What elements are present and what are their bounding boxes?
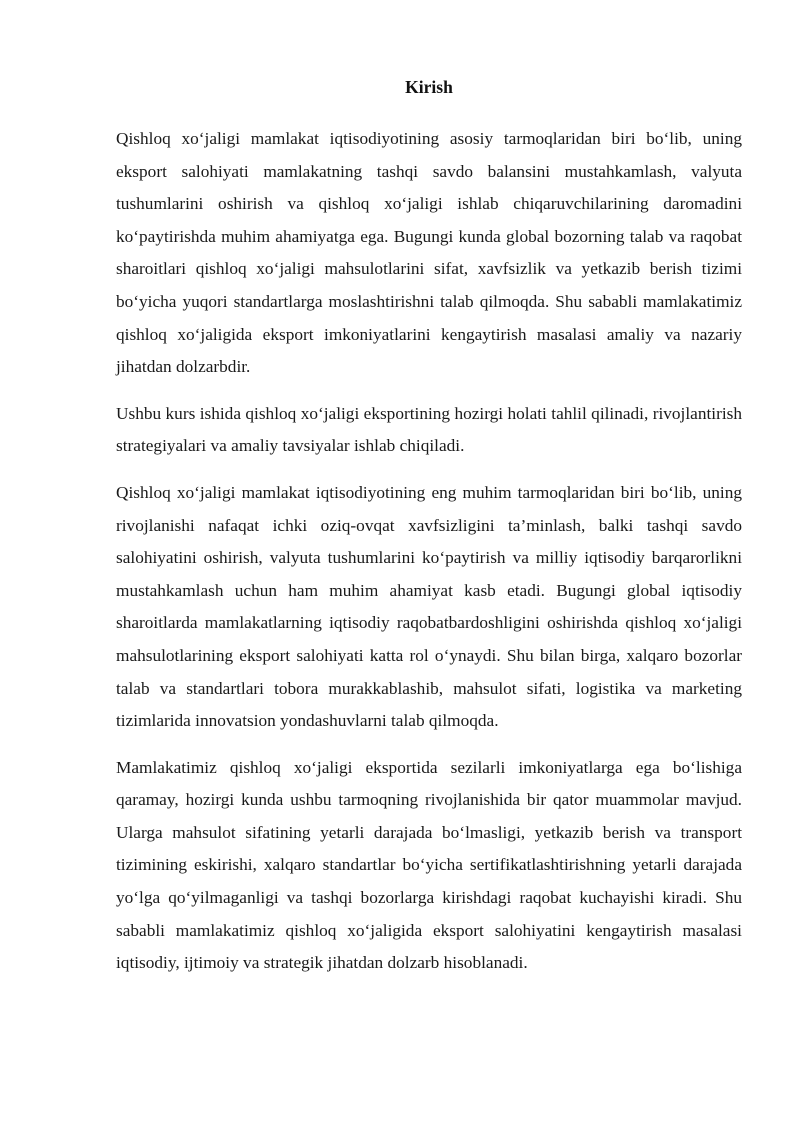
paragraph-4: Mamlakatimiz qishloq xo‘jaligi eksportida sezilarli imkoniyatlarga ega bo‘lishiga qaramay, hozirgi kunda ushbu tarmoqning rivojlanishida bir qator muammolar mavjud. Ularga mahsulot sifatining yetarli darajada bo‘lmasligi, yetkazib berish va transport tizimining eskirishi, xalqaro standartlar bo‘yicha sertifikatlashtirishning yetarli darajada yo‘lga qo‘yilmaganligi va tashqi bozorlarga kirishdagi raqobat kuchayishi kiradi. Shu sababli mamlakatimiz qishloq xo‘jaligida eksport salohiyatini kengaytirish masalasi iqtisodiy, ijtimoiy va strategik jihatdan dolzarb hisoblanadi. (116, 757, 742, 973)
paragraph-1: Qishloq xo‘jaligi mamlakat iqtisodiyotining asosiy tarmoqlaridan biri bo‘lib, uning eksport salohiyati mamlakatning tashqi savdo balansini mustahkamlash, valyuta tushumlarini oshirish va qishloq xo‘jaligi ishlab chiqaruvchilarining daromadini ko‘paytirishda muhim ahamiyatga ega. Bugungi kunda global bozorning talab va raqobat sharoitlari qishloq xo‘jaligi mahsulotlarini sifat, xavfsizlik va yetkazib berish tizimi bo‘yicha yuqori standartlarga moslashtirishni talab qilmoqda. Shu sababli mamlakatimiz qishloq xo‘jaligida eksport imkoniyatlarini kengaytirish masalasi amaliy va nazariy jihatdan dolzarbdir. (116, 129, 742, 377)
document-body (116, 123, 742, 994)
paragraph-2: Ushbu kurs ishida qishloq xo‘jaligi eksportining hozirgi holati tahlil qilinadi, rivojlantirish strategiyalari va amaliy tavsiyalar ishlab chiqiladi. (116, 403, 742, 456)
paragraph-3: Qishloq xo‘jaligi mamlakat iqtisodiyotining eng muhim tarmoqlaridan biri bo‘lib, uning rivojlanishi nafaqat ichki oziq-ovqat xavfsizligini ta’minlash, balki tashqi savdo salohiyatini oshirish, valyuta tushumlarini ko‘paytirish va milliy iqtisodiy barqarorlikni mustahkamlash uchun ham muhim ahamiyat kasb etadi. Bugungi global iqtisodiy sharoitlarda mamlakatlarning iqtisodiy raqobatbardoshligini oshirishda qishloq xo‘jaligi mahsulotlarining eksport salohiyati katta rol o‘ynaydi. Shu bilan birga, xalqaro bozorlar talab va standartlari tobora murakkablashib, mahsulot sifati, logistika va marketing tizimlarida innovatsion yondashuvlarni talab qilmoqda. (116, 482, 742, 731)
section-heading: Kirish (405, 77, 453, 97)
